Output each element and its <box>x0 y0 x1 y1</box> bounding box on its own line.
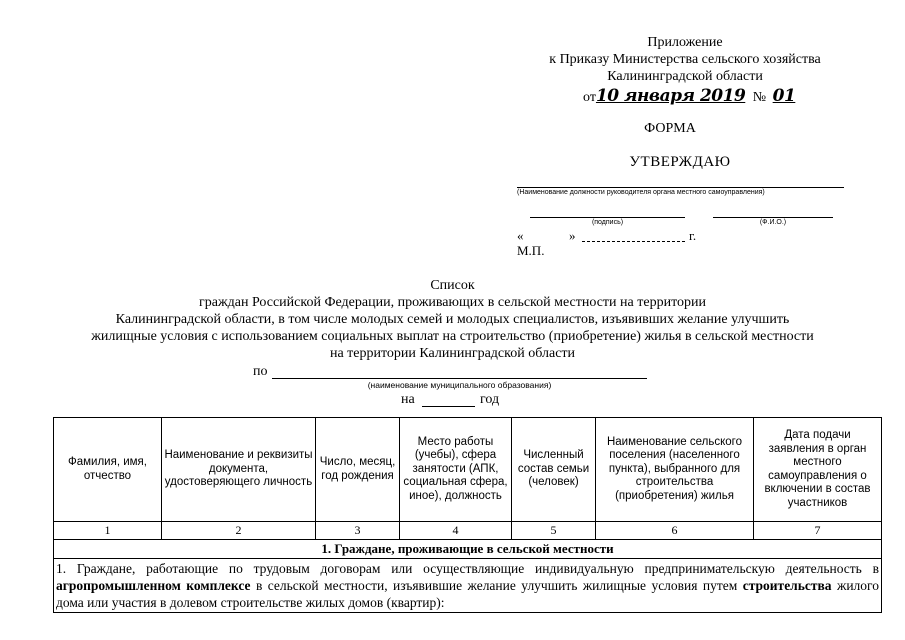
year-line <box>422 406 475 407</box>
stamp-label: М.П. <box>517 243 545 258</box>
po-label: по <box>253 364 268 379</box>
appendix-title: Приложение <box>647 35 723 50</box>
handwritten-date: 10 января 2019 <box>595 86 746 106</box>
column-number: 2 <box>162 522 316 540</box>
approval-date-close: » <box>569 228 576 243</box>
item1-bold1: агропромышленном комплексе <box>56 578 251 593</box>
list-title-line2: граждан Российской Федерации, проживающих в сельской местности на территории <box>199 295 706 310</box>
header-settlement: Наименование сельского поселения (населенного пункта), выбранного для строительства (приобретения) жилья <box>596 418 754 522</box>
municipality-caption: (наименование муниципального образования) <box>367 380 552 390</box>
municipality-line <box>272 378 647 379</box>
form-label: ФОРМА <box>644 121 696 136</box>
item1-part3: жилого дома или участия в долевом строительстве жилых домов (квартир): <box>56 578 879 610</box>
name-line <box>713 217 833 218</box>
column-number: 7 <box>754 522 882 540</box>
header-identity-document: Наименование и реквизиты документа, удостоверяющего личность <box>162 418 316 522</box>
appendix-region: Калининградской области <box>607 69 763 84</box>
item1-bold2: строительства <box>742 578 832 593</box>
column-number: 1 <box>54 522 162 540</box>
column-number: 4 <box>400 522 512 540</box>
list-title-line1: Список <box>430 278 475 293</box>
list-title-line4: жилищные условия с использованием социальных выплат на строительство (приобретение) жилья в сельской местности <box>91 329 814 344</box>
column-number-row <box>54 522 882 540</box>
item1-text <box>54 559 882 613</box>
item-row <box>54 559 882 613</box>
approval-title: УТВЕРЖДАЮ <box>629 154 731 170</box>
position-caption: (Наименование должности руководителя органа местного самоуправления) <box>517 189 765 196</box>
section-row <box>54 540 882 559</box>
item1-part1: 1. Граждане, работающие по трудовым договорам или осуществляющие индивидуальную предпринимательскую деятельность в <box>56 561 879 576</box>
appendix-date-row <box>583 86 795 106</box>
participants-table <box>53 417 882 613</box>
date-prefix: от <box>583 90 596 105</box>
appendix-block <box>535 34 835 85</box>
header-full-name: Фамилия, имя, отчество <box>54 418 162 522</box>
header-application-date: Дата подачи заявления в орган местного самоуправления о включении в состав участников <box>754 418 882 522</box>
list-title-line3: Калининградской области, в том числе молодых семей и молодых специалистов, изъявивших желание улучшить <box>115 312 790 327</box>
appendix-order: к Приказу Министерства сельского хозяйства <box>549 52 821 67</box>
approval-date-line <box>582 241 685 242</box>
column-number: 3 <box>316 522 400 540</box>
name-caption: (Ф.И.О.) <box>759 219 787 226</box>
column-number: 5 <box>512 522 596 540</box>
header-family-size: Численный состав семьи (человек) <box>512 418 596 522</box>
item1-part2: в сельской местности, изъявившие желание улучшить жилищные условия путем <box>250 578 743 593</box>
position-line <box>517 187 844 188</box>
column-number: 6 <box>596 522 754 540</box>
year-suffix: год <box>480 392 500 407</box>
number-label: № <box>752 90 767 105</box>
header-workplace: Место работы (учебы), сфера занятости (АПК, социальная сфера, иное), должность <box>400 418 512 522</box>
list-title <box>40 277 865 362</box>
approval-year-suffix: г. <box>689 228 697 243</box>
section-title: 1. Граждане, проживающие в сельской местности <box>54 540 882 559</box>
header-birth-date: Число, месяц, год рождения <box>316 418 400 522</box>
signature-caption: (подпись) <box>591 219 624 226</box>
signature-line <box>530 217 685 218</box>
year-prefix: на <box>401 392 415 407</box>
table-header-row <box>54 418 882 522</box>
list-title-line5: на территории Калининградской области <box>329 346 576 361</box>
handwritten-number: 01 <box>772 86 796 106</box>
approval-date-open: « <box>517 228 524 243</box>
